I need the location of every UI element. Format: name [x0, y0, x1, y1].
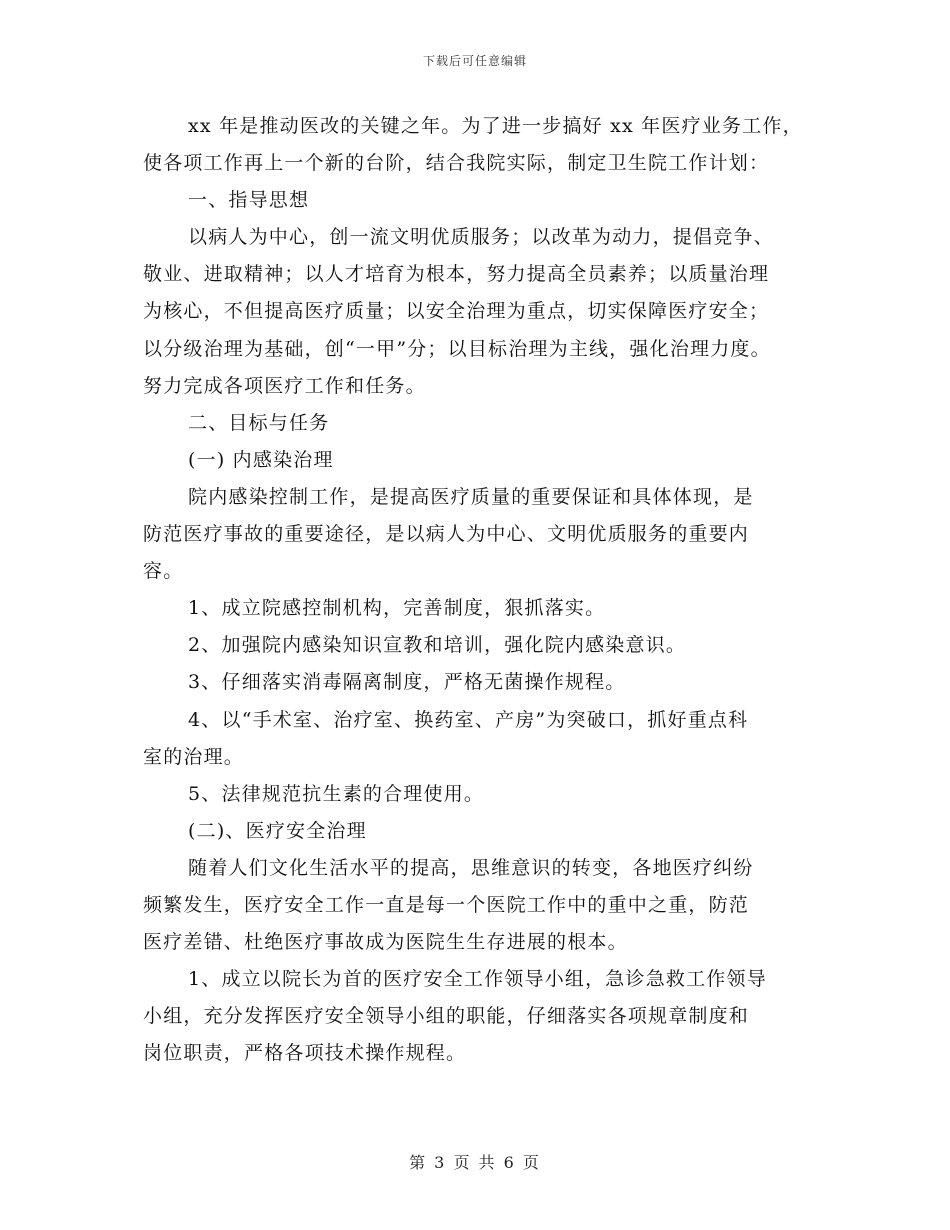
body-line: xx 年是推动医改的关键之年。为了进一步搞好 xx 年医疗业务工作，	[188, 115, 803, 137]
page-header: 下载后可任意编辑	[422, 54, 527, 68]
subsection-heading: (一) 内感染治理	[188, 448, 334, 471]
body-line: 使各项工作再上一个新的台阶，结合我院实际，制定卫生院工作计划：	[143, 152, 770, 175]
body-line: 以分级治理为基础，创“一甲”分；以目标治理为主线，强化治理力度。	[143, 337, 771, 360]
body-line: 为核心，不但提高医疗质量；以安全治理为重点，切实保障医疗安全；	[143, 300, 770, 323]
section-heading: 二、目标与任务	[188, 411, 330, 434]
document-body	[143, 108, 823, 1072]
list-item: 5、法律规范抗生素的合理使用。	[188, 782, 485, 805]
page-footer: 第 3 页 共 6 页	[409, 1153, 541, 1172]
list-item: 1、成立院感控制机构，完善制度，狠抓落实。	[188, 597, 606, 620]
body-line: 以病人为中心，创一流文明优质服务；以改革为动力，提倡竞争、	[188, 226, 774, 249]
body-line: 防范医疗事故的重要途径，是以病人为中心、文明优质服务的重要内	[143, 523, 750, 546]
body-line: 容。	[143, 560, 184, 583]
body-line: 岗位职责，严格各项技术操作规程。	[143, 1042, 467, 1065]
list-item: 3、仔细落实消毒隔离制度，严格无菌操作规程。	[188, 671, 626, 694]
body-line: 医疗差错、杜绝医疗事故成为医院生生存进展的根本。	[143, 931, 628, 954]
body-line: 室的治理。	[143, 745, 245, 768]
section-heading: 一、指导思想	[188, 189, 310, 212]
body-line: 院内感染控制工作，是提高医疗质量的重要保证和具体体现，是	[188, 485, 754, 508]
list-item: 2、加强院内感染知识宣教和培训，强化院内感染意识。	[188, 634, 687, 657]
list-item: 1、成立以院长为首的医疗安全工作领导小组，急诊急救工作领导	[188, 968, 767, 991]
body-line: 努力完成各项医疗工作和任务。	[143, 374, 426, 397]
body-line: 频繁发生，医疗安全工作一直是每一个医院工作中的重中之重，防范	[143, 893, 750, 916]
body-line: 敬业、进取精神；以人才培育为根本，努力提高全员素养；以质量治理	[143, 263, 770, 286]
subsection-heading: (二)、医疗安全治理	[188, 819, 367, 842]
list-item: 4、以“手术室、治疗室、换药室、产房”为突破口，抓好重点科	[188, 708, 749, 731]
body-line: 随着人们文化生活水平的提高，思维意识的转变，各地医疗纠纷	[188, 856, 754, 879]
body-line: 小组，充分发挥医疗安全领导小组的职能，仔细落实各项规章制度和	[143, 1005, 750, 1028]
